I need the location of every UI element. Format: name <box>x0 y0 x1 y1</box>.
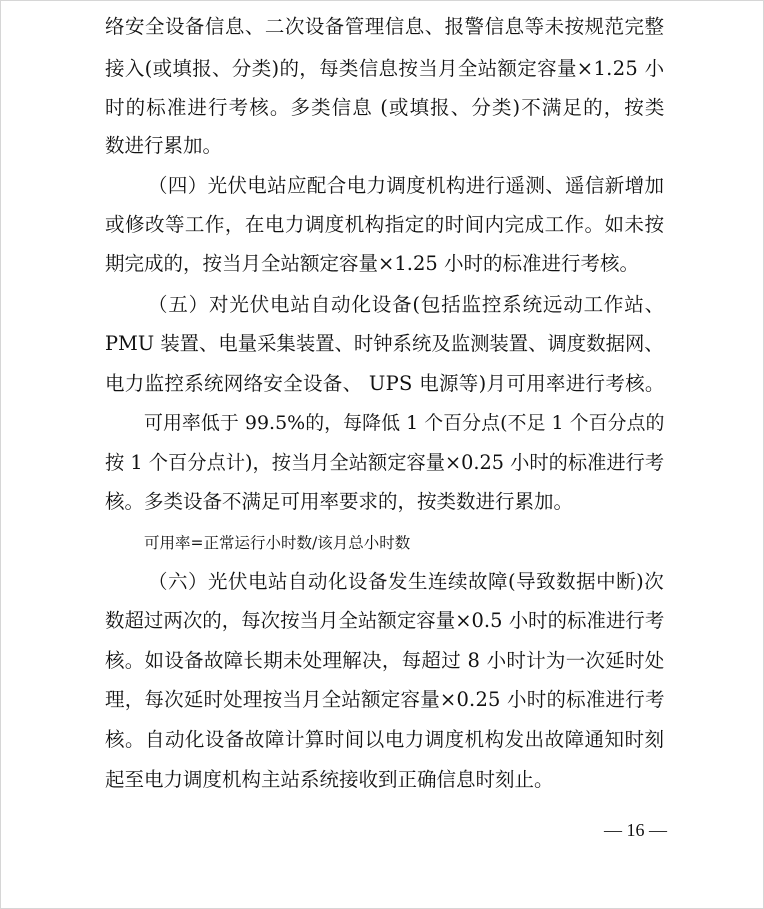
text-line: 按 1 个百分点计)，按当月全站额定容量×0.25 小时的标准进行考 <box>105 451 665 474</box>
text-line: 核。多类设备不满足可用率要求的，按类数进行累加。 <box>105 490 574 513</box>
text-line: 络安全设备信息、二次设备管理信息、报警信息等未按规范完整 <box>105 15 665 38</box>
text-line: PMU 装置、电量采集装置、时钟系统及监测装置、调度数据网、 <box>105 332 664 355</box>
text-line: 数超过两次的，每次按当月全站额定容量×0.5 小时的标准进行考 <box>105 609 665 632</box>
text-line: 起至电力调度机构主站系统接收到正确信息时刻止。 <box>105 768 554 791</box>
text-line: 时的标准进行考核。多类信息 (或填报、分类)不满足的，按类 <box>105 96 666 119</box>
page-number: — 16 — <box>604 820 667 840</box>
text-line: 电力监控系统网络安全设备、 UPS 电源等)月可用率进行考核。 <box>105 372 665 395</box>
text-line: 核。自动化设备故障计算时间以电力调度机构发出故障通知时刻 <box>105 728 665 751</box>
text-line: 理，每次延时处理按当月全站额定容量×0.25 小时的标准进行考 <box>105 688 665 711</box>
text-line: 或修改等工作，在电力调度机构指定的时间内完成工作。如未按 <box>105 213 665 236</box>
text-line: 期完成的，按当月全站额定容量×1.25 小时的标准进行考核。 <box>105 252 639 275</box>
text-line: （六）光伏电站自动化设备发生连续故障(导致数据中断)次 <box>148 570 665 593</box>
text-line: 数进行累加。 <box>105 134 223 157</box>
text-line: （五）对光伏电站自动化设备(包括监控系统远动工作站、 <box>148 293 665 316</box>
text-line: 核。如设备故障长期未处理解决，每超过 8 小时计为一次延时处 <box>105 649 665 672</box>
text-line: 接入(或填报、分类)的，每类信息按当月全站额定容量×1.25 小 <box>105 57 665 80</box>
formula-line: 可用率=正常运行小时数/该月总小时数 <box>144 534 411 552</box>
text-line: （四）光伏电站应配合电力调度机构进行遥测、遥信新增加 <box>148 174 665 197</box>
text-line: 可用率低于 99.5%的，每降低 1 个百分点(不足 1 个百分点的 <box>144 412 665 434</box>
